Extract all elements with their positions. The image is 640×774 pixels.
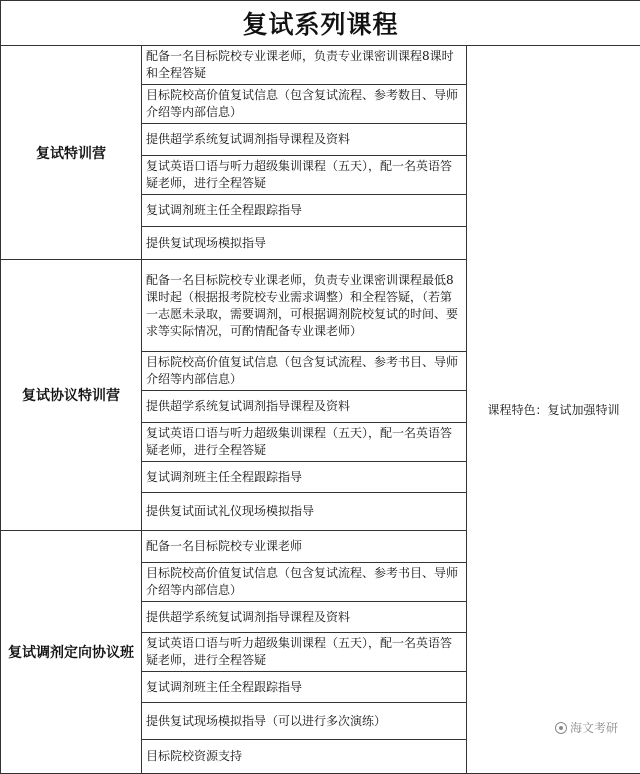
list-item: 目标院校高价值复试信息（包含复试流程、参考书目、导师介绍等内部信息） <box>142 563 467 602</box>
course-feature: 课程特色：复试加强特训 <box>467 46 640 774</box>
watermark-text: 海文考研 <box>570 719 618 736</box>
list-item: 配备一名目标院校专业课老师 <box>142 531 467 563</box>
category-fushi-xunlianying: 复试特训营 <box>1 46 142 260</box>
list-item: 复试英语口语与听力超级集训课程（五天），配一名英语答疑老师，进行全程答疑 <box>142 423 467 462</box>
list-item: 提供复试现场模拟指导 <box>142 227 467 260</box>
list-item: 目标院校资源支持 <box>142 740 467 774</box>
list-item: 配备一名目标院校专业课老师，负责专业课密训课程8课时和全程答疑 <box>142 46 467 85</box>
list-item: 复试英语口语与听力超级集训课程（五天），配一名英语答疑老师，进行全程答疑 <box>142 156 467 195</box>
list-item: 目标院校高价值复试信息（包含复试流程、参考数目、导师介绍等内部信息） <box>142 85 467 124</box>
list-item: 配备一名目标院校专业课老师，负责专业课密训课程最低8课时起（根据报考院校专业需求调整）和全程答疑，（若第一志愿未录取，需要调剂，可根据调剂院校复试的时间、要求等实际情况，可酌情配备专业课老师） <box>142 260 467 352</box>
list-item: 复试调剂班主任全程跟踪指导 <box>142 195 467 227</box>
list-item: 提供复试现场模拟指导（可以进行多次演练） <box>142 703 467 740</box>
page-title: 复试系列课程 <box>1 1 640 46</box>
brand-logo-icon <box>555 722 567 734</box>
category-tiaoji-dingxiang: 复试调剂定向协议班 <box>1 531 142 774</box>
watermark <box>555 719 618 736</box>
list-item: 复试英语口语与听力超级集训课程（五天），配一名英语答疑老师，进行全程答疑 <box>142 633 467 672</box>
list-item: 提供超学系统复试调剂指导课程及资料 <box>142 391 467 423</box>
list-item: 提供超学系统复试调剂指导课程及资料 <box>142 602 467 633</box>
list-item: 复试调剂班主任全程跟踪指导 <box>142 462 467 493</box>
category-xieyi-xunlianying: 复试协议特训营 <box>1 260 142 531</box>
list-item: 提供超学系统复试调剂指导课程及资料 <box>142 124 467 156</box>
list-item: 提供复试面试礼仪现场模拟指导 <box>142 493 467 531</box>
list-item: 目标院校高价值复试信息（包含复试流程、参考书目、导师介绍等内部信息） <box>142 352 467 391</box>
list-item: 复试调剂班主任全程跟踪指导 <box>142 672 467 703</box>
